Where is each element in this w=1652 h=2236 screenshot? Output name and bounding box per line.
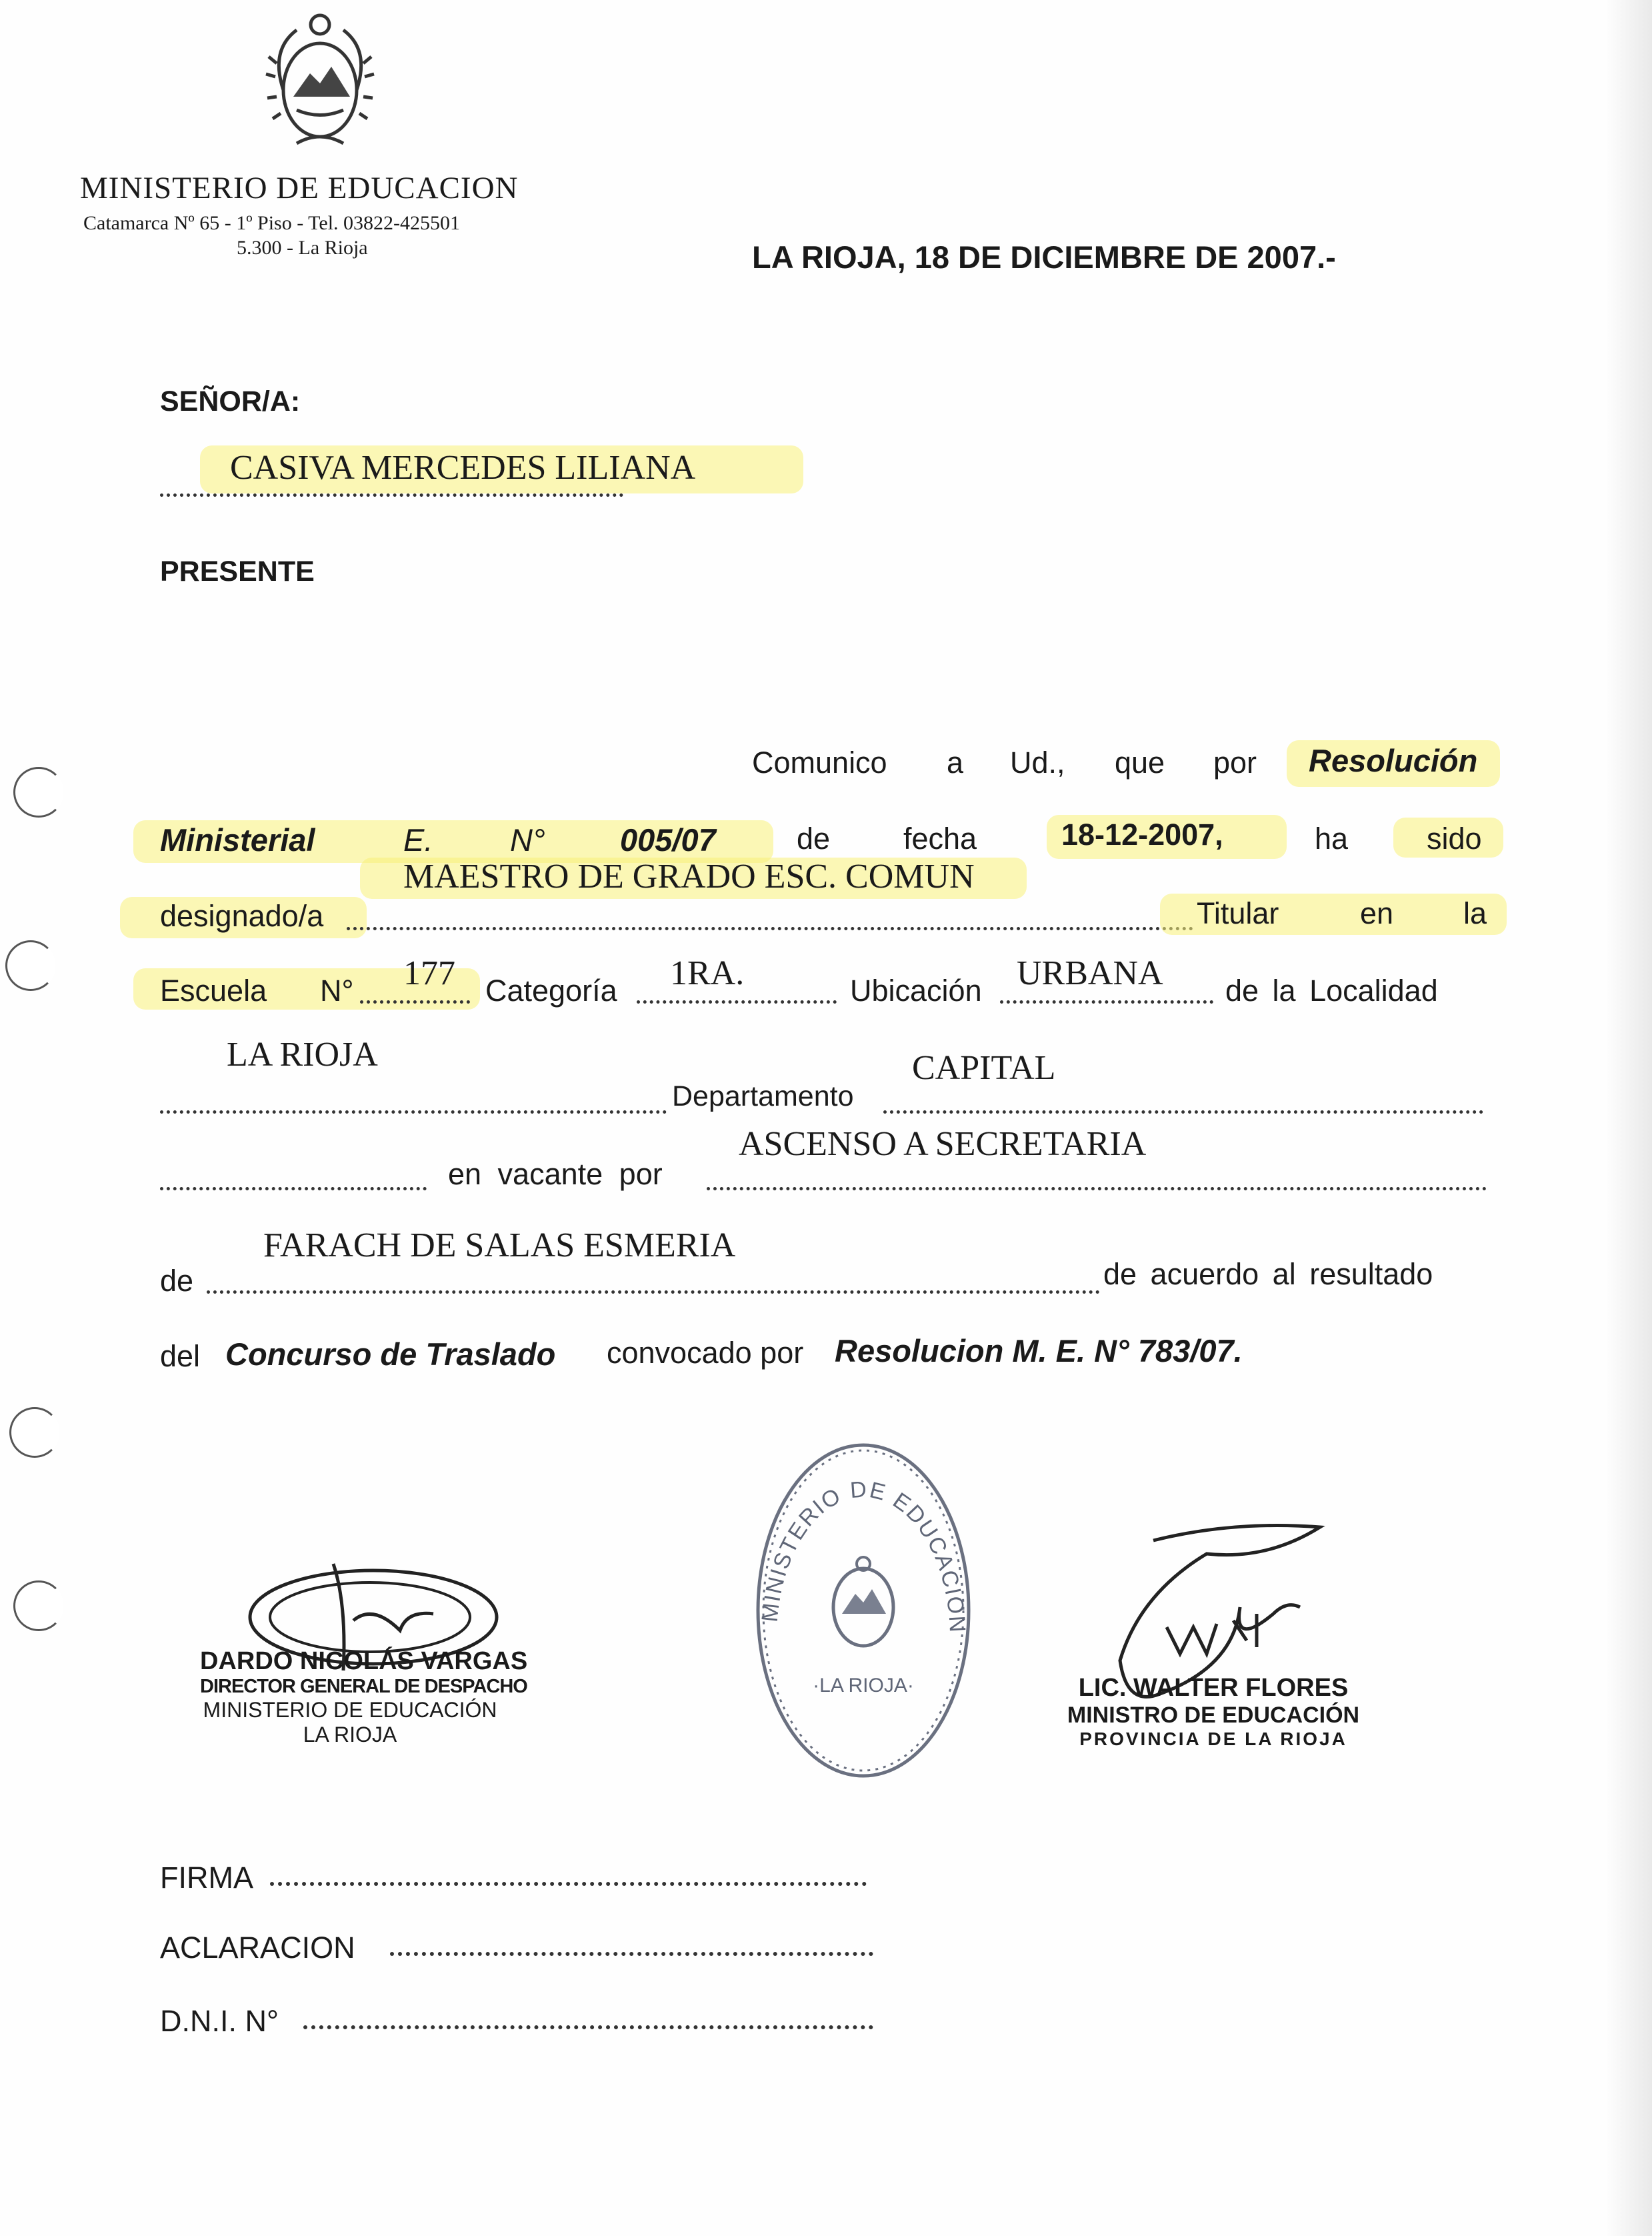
dni-label: D.N.I. N°	[160, 2004, 279, 2038]
dni-line[interactable]	[303, 2025, 873, 2029]
signer-left-name: DARDO NICOLÁS VARGAS	[200, 1647, 528, 1675]
location-type: URBANA	[1017, 954, 1163, 992]
body-word: Resolución	[1309, 743, 1478, 778]
body-word: designado/a	[160, 899, 324, 933]
ministry-address: Catamarca Nº 65 - 1º Piso - Tel. 03822-425501	[83, 212, 461, 234]
resolution-date: 18-12-2007,	[1061, 818, 1223, 852]
binder-hole	[13, 767, 64, 818]
dotted-line	[347, 927, 1193, 930]
body-word: del	[160, 1339, 201, 1373]
school-number: 177	[403, 954, 455, 992]
seal-bottom-text: ·LA RIOJA·	[813, 1674, 914, 1697]
body-word: Categoría	[485, 974, 617, 1008]
official-seal-stamp	[750, 1437, 977, 1784]
body-word: N°	[320, 974, 354, 1008]
dotted-line	[883, 1110, 1483, 1114]
dotted-line	[160, 493, 623, 497]
ministry-name: MINISTERIO DE EDUCACION	[80, 171, 519, 205]
firma-label: FIRMA	[160, 1861, 253, 1895]
signer-left-title: DIRECTOR GENERAL DE DESPACHO	[200, 1676, 527, 1697]
category-value: 1RA.	[670, 954, 745, 992]
body-word: a	[947, 746, 964, 780]
body-word: Comunico	[752, 746, 887, 780]
signature-block-left	[200, 1647, 528, 1747]
body-word: Ud.,	[1010, 746, 1065, 780]
seal-emblem-icon	[833, 1557, 893, 1646]
resolution-number: 005/07	[620, 822, 716, 858]
department-value: CAPITAL	[912, 1049, 1056, 1087]
seal-ring-text: MINISTERIO DE EDUCACION	[757, 1476, 971, 1634]
dotted-line	[207, 1290, 1100, 1294]
coat-of-arms-icon	[257, 10, 383, 157]
signer-right-title: MINISTRO DE EDUCACIÓN	[1067, 1703, 1360, 1728]
body-word: Resolucion M. E. N° 783/07.	[835, 1333, 1243, 1368]
salutation: SEÑOR/A:	[160, 385, 301, 417]
body-word: ha	[1315, 822, 1349, 856]
signer-left-place: LA RIOJA	[303, 1723, 397, 1747]
body-word: por	[1213, 746, 1257, 780]
presente-label: PRESENTE	[160, 555, 315, 588]
body-word: E.	[403, 822, 433, 858]
body-word: Ministerial	[160, 822, 315, 858]
signature-block-right	[1047, 1674, 1380, 1750]
body-word: Ubicación	[850, 974, 982, 1008]
aclaracion-label: ACLARACION	[160, 1931, 355, 1965]
dotted-line	[707, 1187, 1487, 1190]
vacancy-reason: ASCENSO A SECRETARIA	[739, 1125, 1147, 1163]
body-word: fecha	[903, 822, 977, 856]
dotted-line	[360, 1000, 470, 1004]
body-word: sido	[1427, 822, 1482, 856]
signer-right-name: LIC. WALTER FLORES	[1078, 1674, 1349, 1702]
recipient-name: CASIVA MERCEDES LILIANA	[230, 449, 696, 487]
body-word: N°	[510, 822, 545, 858]
body-word: en	[1360, 896, 1394, 930]
dotted-line	[160, 1110, 667, 1114]
binder-hole	[5, 940, 56, 991]
body-word: convocado por	[607, 1336, 804, 1370]
binder-hole	[9, 1407, 60, 1458]
date-line: LA RIOJA, 18 DE DICIEMBRE DE 2007.-	[752, 239, 1336, 275]
cargo-value: MAESTRO DE GRADO ESC. COMUN	[403, 858, 975, 896]
body-word: Departamento	[672, 1080, 854, 1112]
dotted-line	[160, 1187, 427, 1190]
dotted-line	[637, 1000, 837, 1004]
body-word: en vacante por	[448, 1157, 663, 1191]
binder-hole	[13, 1580, 64, 1631]
body-word: de la Localidad	[1225, 974, 1438, 1008]
signer-left-org: MINISTERIO DE EDUCACIÓN	[203, 1698, 497, 1722]
vacancy-holder: FARACH DE SALAS ESMERIA	[263, 1226, 736, 1264]
aclaracion-line[interactable]	[390, 1952, 873, 1956]
body-word: Concurso de Traslado	[225, 1336, 556, 1372]
body-word: de	[797, 822, 831, 856]
body-word: de	[160, 1264, 194, 1298]
signer-right-org: PROVINCIA DE LA RIOJA	[1079, 1729, 1347, 1749]
ministry-city: 5.300 - La Rioja	[237, 237, 368, 259]
page-edge-shadow	[1605, 0, 1652, 2236]
body-word: que	[1115, 746, 1165, 780]
body-word: Escuela	[160, 974, 267, 1008]
body-word: de acuerdo al resultado	[1103, 1257, 1433, 1291]
locality-value: LA RIOJA	[227, 1036, 378, 1074]
dotted-line	[1000, 1000, 1213, 1004]
firma-line[interactable]	[270, 1882, 867, 1886]
body-word: Titular	[1197, 896, 1279, 930]
body-word: la	[1463, 896, 1487, 930]
